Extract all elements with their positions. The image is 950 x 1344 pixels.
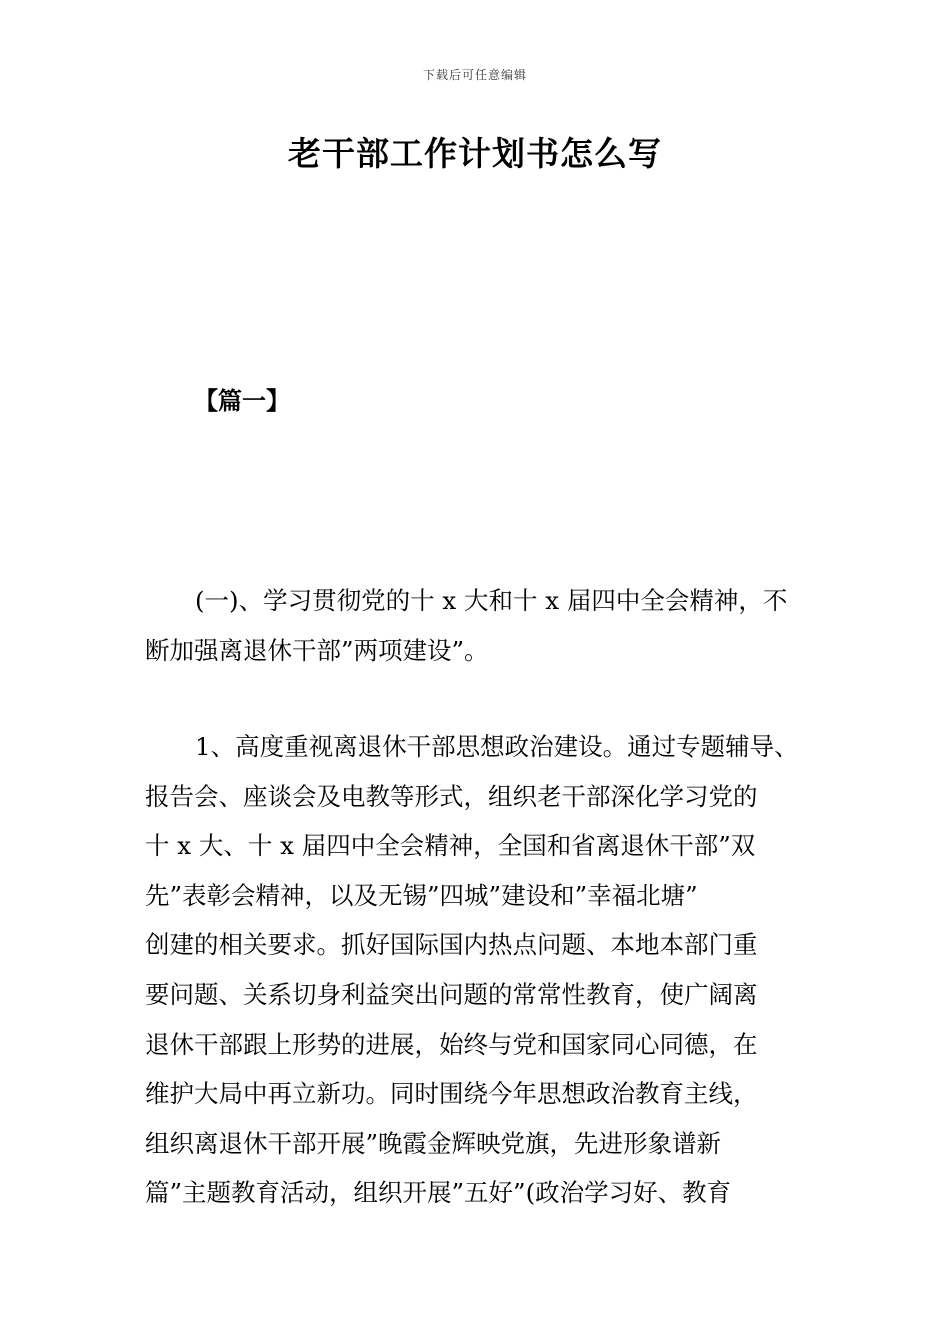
paragraph-2 — [145, 722, 825, 1218]
section-label: 【篇一】 — [194, 387, 290, 415]
paragraph-line: 报告会、座谈会及电教等形式，组织老干部深化学习党的 — [145, 781, 758, 811]
paragraph-line: 断加强离退休干部”两项建设”。 — [145, 635, 489, 665]
paragraph-line: 1、高度重视离退休干部思想政治建设。通过专题辅导、 — [195, 732, 799, 761]
paragraph-line: (一)、学习贯彻党的十 x 大和十 x 届四中全会精神，不 — [195, 586, 788, 615]
paragraph-line: 篇”主题教育活动，组织开展”五好”(政治学习好、教育 — [145, 1178, 732, 1208]
document-title: 老干部工作计划书怎么写 — [288, 134, 662, 173]
paragraph-line: 创建的相关要求。抓好国际国内热点问题、本地本部门重 — [145, 930, 758, 960]
paragraph-line: 要问题、关系切身利益突出问题的常常性教育，使广阔离 — [145, 979, 758, 1009]
paragraph-line: 退休干部跟上形势的进展，始终与党和国家同心同德，在 — [145, 1029, 758, 1059]
paragraph-1 — [145, 576, 825, 675]
paragraph-line: 十 x 大、十 x 届四中全会精神，全国和省离退休干部”双 — [145, 831, 756, 861]
header-note: 下载后可任意编辑 — [422, 68, 527, 82]
paragraph-line: 先”表彰会精神，以及无锡”四城”建设和”幸福北塘” — [145, 880, 698, 910]
paragraph-line: 组织离退休干部开展”晚霞金辉映党旗，先进形象谱新 — [145, 1128, 722, 1158]
paragraph-line: 维护大局中再立新功。同时围绕今年思想政治教育主线， — [145, 1079, 758, 1109]
